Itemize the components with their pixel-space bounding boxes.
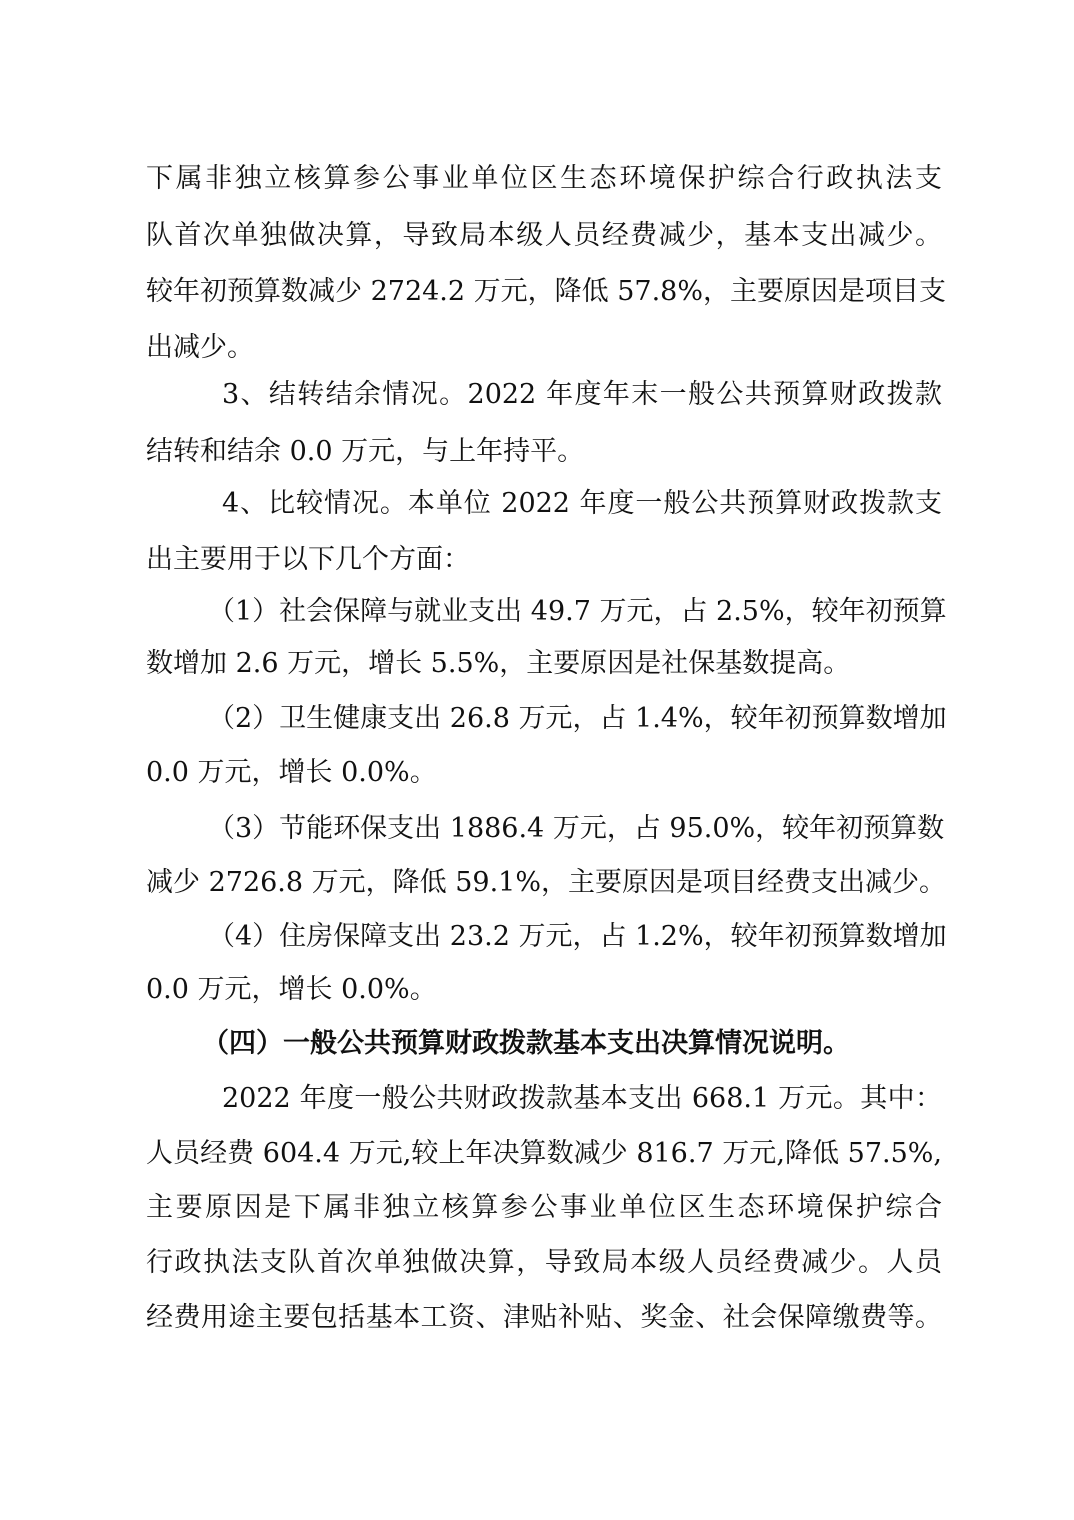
text-line: 人员经费 604.4 万元,较上年决算数减少 816.7 万元,降低 57.5%,	[146, 1138, 942, 1169]
text-line: （4）住房保障支出 23.2 万元，占 1.2%，较年初预算数增加	[208, 921, 947, 952]
text-line: 结转和结余 0.0 万元，与上年持平。	[146, 436, 585, 467]
text-line: 经费用途主要包括基本工资、津贴补贴、奖金、社会保障缴费等。	[146, 1302, 942, 1333]
text-line: （3）节能环保支出 1886.4 万元，占 95.0%，较年初预算数	[208, 813, 945, 844]
text-line: 0.0 万元，增长 0.0%。	[146, 757, 437, 788]
text-line: 队首次单独做决算，导致局本级人员经费减少，基本支出减少。	[146, 220, 942, 251]
section-heading: （四）一般公共预算财政拨款基本支出决算情况说明。	[202, 1028, 850, 1059]
text-line: 出减少。	[146, 332, 254, 363]
text-line: 0.0 万元，增长 0.0%。	[146, 974, 437, 1005]
text-line: 2022 年度一般公共财政拨款基本支出 668.1 万元。其中：	[222, 1083, 942, 1114]
text-line: 主要原因是下属非独立核算参公事业单位区生态环境保护综合	[146, 1192, 942, 1223]
text-line: 行政执法支队首次单独做决算，导致局本级人员经费减少。人员	[146, 1247, 942, 1278]
text-line: 减少 2726.8 万元，降低 59.1%，主要原因是项目经费支出减少。	[146, 867, 946, 898]
text-line: （2）卫生健康支出 26.8 万元，占 1.4%，较年初预算数增加	[208, 703, 947, 734]
text-line: （1）社会保障与就业支出 49.7 万元，占 2.5%，较年初预算	[208, 596, 947, 627]
text-line: 较年初预算数减少 2724.2 万元，降低 57.8%，主要原因是项目支	[146, 276, 946, 307]
text-line: 4、比较情况。本单位 2022 年度一般公共预算财政拨款支	[222, 488, 942, 519]
text-line: 下属非独立核算参公事业单位区生态环境保护综合行政执法支	[146, 163, 942, 194]
text-line: 3、结转结余情况。2022 年度年末一般公共预算财政拨款	[222, 379, 942, 410]
text-line: 出主要用于以下几个方面：	[146, 544, 470, 575]
text-line: 数增加 2.6 万元，增长 5.5%，主要原因是社保基数提高。	[146, 648, 851, 679]
